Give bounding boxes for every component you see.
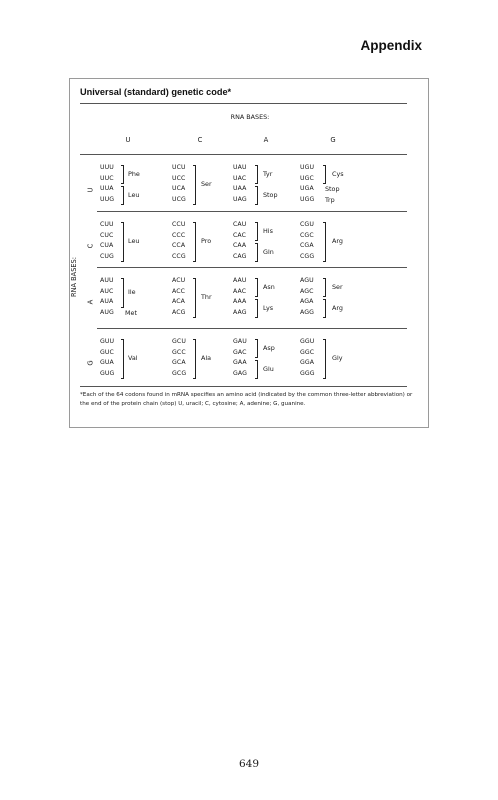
codon-gac: GAC <box>233 348 247 356</box>
amino-acid-label: Leu <box>128 190 140 199</box>
title-rule <box>80 103 407 104</box>
codon-cag: CAG <box>233 252 247 260</box>
codon-aac: AAC <box>233 287 247 295</box>
codon-cug: CUG <box>100 252 114 260</box>
codon-group-bracket <box>255 299 258 318</box>
codon-aau: AAU <box>233 277 247 284</box>
codon-uuc: UUC <box>100 174 114 182</box>
codon-gua: GUA <box>100 359 114 366</box>
codon-uag: UAG <box>233 195 247 203</box>
codon-cau: CAU <box>233 221 247 228</box>
codon-gcg: GCG <box>172 369 187 377</box>
codon-uga: UGA <box>300 185 314 192</box>
codon-agu: AGU <box>300 277 314 284</box>
codon-group-bracket <box>121 222 124 262</box>
codon-ugc: UGC <box>300 174 314 182</box>
codon-aaa: AAA <box>233 298 247 305</box>
codon-gaa: GAA <box>233 359 247 366</box>
codon-cca: CCA <box>172 242 186 249</box>
amino-acid-label: Ser <box>201 180 212 188</box>
amino-acid-label: Thr <box>201 293 212 301</box>
amino-acid-label: Asn <box>263 282 275 291</box>
amino-acid-label: Trp <box>325 195 335 204</box>
section-header: Appendix <box>360 38 422 53</box>
column-head-u: U <box>125 136 131 144</box>
codon-cgu: CGU <box>300 221 314 228</box>
table-title: Universal (standard) genetic code* <box>80 87 232 97</box>
codon-cac: CAC <box>233 231 247 239</box>
codon-group-bracket <box>193 339 196 379</box>
codon-group-bracket <box>193 165 196 205</box>
codon-uua: UUA <box>100 185 114 192</box>
amino-acid-label: Ile <box>128 287 136 296</box>
codon-cuu: CUU <box>100 221 114 228</box>
codon-group-bracket <box>121 339 124 379</box>
codon-group-bracket <box>255 186 258 205</box>
codon-uaa: UAA <box>233 185 247 192</box>
amino-acid-label: Met <box>125 308 137 317</box>
codon-uau: UAU <box>233 164 247 171</box>
amino-acid-label: Val <box>128 354 138 362</box>
amino-acid-label: Lys <box>263 303 274 312</box>
codon-group-bracket <box>323 278 326 297</box>
column-head-c: C <box>197 136 203 144</box>
codon-ggu: GGU <box>300 338 315 345</box>
codon-group-bracket <box>121 165 124 184</box>
codon-aga: AGA <box>300 298 314 305</box>
amino-acid-label: Pro <box>201 237 212 245</box>
codon-agg: AGG <box>300 308 315 316</box>
header-rule <box>80 154 407 155</box>
codon-group-bracket <box>255 278 258 297</box>
codon-group-bracket <box>255 222 258 241</box>
row-letter-g: G <box>86 360 95 366</box>
codon-cgc: CGC <box>300 231 314 239</box>
codon-group-bracket <box>193 222 196 262</box>
codon-group-bracket <box>323 222 326 262</box>
codon-gag: GAG <box>233 369 248 377</box>
row-letter-c: C <box>86 243 95 249</box>
codon-ucc: UCC <box>172 174 186 182</box>
amino-acid-label: Gly <box>332 354 343 362</box>
footnote: *Each of the 64 codons found in mRNA specifies an amino acid (indicated by the common three-letter abbreviation) or the end of the protein chain (stop) U, uracil; C, cytosine; A, adenine; G, guanine. <box>80 392 413 407</box>
genetic-code-table <box>69 78 429 428</box>
amino-acid-label: Phe <box>128 169 140 178</box>
amino-acid-label: Cys <box>332 169 344 178</box>
codon-aug: AUG <box>100 308 114 316</box>
codon-gca: GCA <box>172 359 186 366</box>
codon-group-bracket <box>121 186 124 205</box>
amino-acid-label: Leu <box>128 237 140 245</box>
codon-group-bracket <box>193 278 196 318</box>
codon-aag: AAG <box>233 308 247 316</box>
codon-group-bracket <box>323 339 326 379</box>
codon-agc: AGC <box>300 287 314 295</box>
row-letter-a: A <box>86 299 95 305</box>
block-rule <box>80 386 407 387</box>
codon-acg: ACG <box>172 308 186 316</box>
row-letter-u: U <box>86 187 95 193</box>
amino-acid-label: Arg <box>332 237 343 245</box>
codon-guc: GUC <box>100 348 114 356</box>
amino-acid-label: Gln <box>263 247 274 256</box>
codon-ccu: CCU <box>172 221 186 228</box>
codon-cgg: CGG <box>300 252 315 260</box>
codon-ccc: CCC <box>172 231 186 239</box>
amino-acid-label: Ala <box>201 354 212 362</box>
block-rule <box>97 328 407 329</box>
codon-ggc: GGC <box>300 348 315 356</box>
codon-ugg: UGG <box>300 195 315 203</box>
codon-cuc: CUC <box>100 231 114 239</box>
codon-group-bracket <box>121 278 124 308</box>
codon-uca: UCA <box>172 185 186 192</box>
codon-auc: AUC <box>100 287 114 295</box>
codon-auu: AUU <box>100 277 114 284</box>
amino-acid-label: His <box>263 226 273 235</box>
codon-ugu: UGU <box>300 164 315 171</box>
codon-ucg: UCG <box>172 195 186 203</box>
codon-gug: GUG <box>100 369 115 377</box>
block-rule <box>97 267 407 268</box>
codon-uuu: UUU <box>100 164 114 171</box>
column-head-g: G <box>330 136 336 144</box>
block-rule <box>97 211 407 212</box>
amino-acid-label: Stop <box>325 185 340 194</box>
codon-uac: UAC <box>233 174 247 182</box>
codon-group-bracket <box>255 360 258 379</box>
codon-caa: CAA <box>233 242 247 249</box>
codon-gau: GAU <box>233 338 247 345</box>
codon-group-bracket <box>323 165 326 184</box>
codon-uug: UUG <box>100 195 115 203</box>
amino-acid-label: Stop <box>263 190 278 199</box>
codon-gga: GGA <box>300 359 315 366</box>
codon-ggg: GGG <box>300 369 315 377</box>
side-axis-label: RNA BASES: <box>69 257 78 297</box>
codon-gcu: GCU <box>172 338 186 345</box>
codon-group-bracket <box>255 339 258 358</box>
codon-cua: CUA <box>100 242 114 249</box>
amino-acid-label: Tyr <box>263 169 273 178</box>
codon-acc: ACC <box>172 287 186 295</box>
amino-acid-label: Glu <box>263 364 274 373</box>
amino-acid-label: Asp <box>263 343 275 352</box>
codon-ccg: CCG <box>172 252 186 260</box>
amino-acid-label: Ser <box>332 282 343 291</box>
codon-group-bracket <box>255 165 258 184</box>
codon-ucu: UCU <box>172 164 186 171</box>
amino-acid-label: Arg <box>332 303 343 312</box>
column-head-a: A <box>263 136 269 144</box>
codon-cga: CGA <box>300 242 314 249</box>
codon-group-bracket <box>323 299 326 318</box>
codon-gcc: GCC <box>172 348 186 356</box>
codon-aca: ACA <box>172 298 185 305</box>
top-axis-label: RNA BASES: <box>230 113 270 121</box>
page-number: 649 <box>238 758 260 770</box>
codon-guu: GUU <box>100 338 115 345</box>
codon-group-bracket <box>255 243 258 262</box>
codon-acu: ACU <box>172 277 186 284</box>
codon-aua: AUA <box>100 298 114 305</box>
